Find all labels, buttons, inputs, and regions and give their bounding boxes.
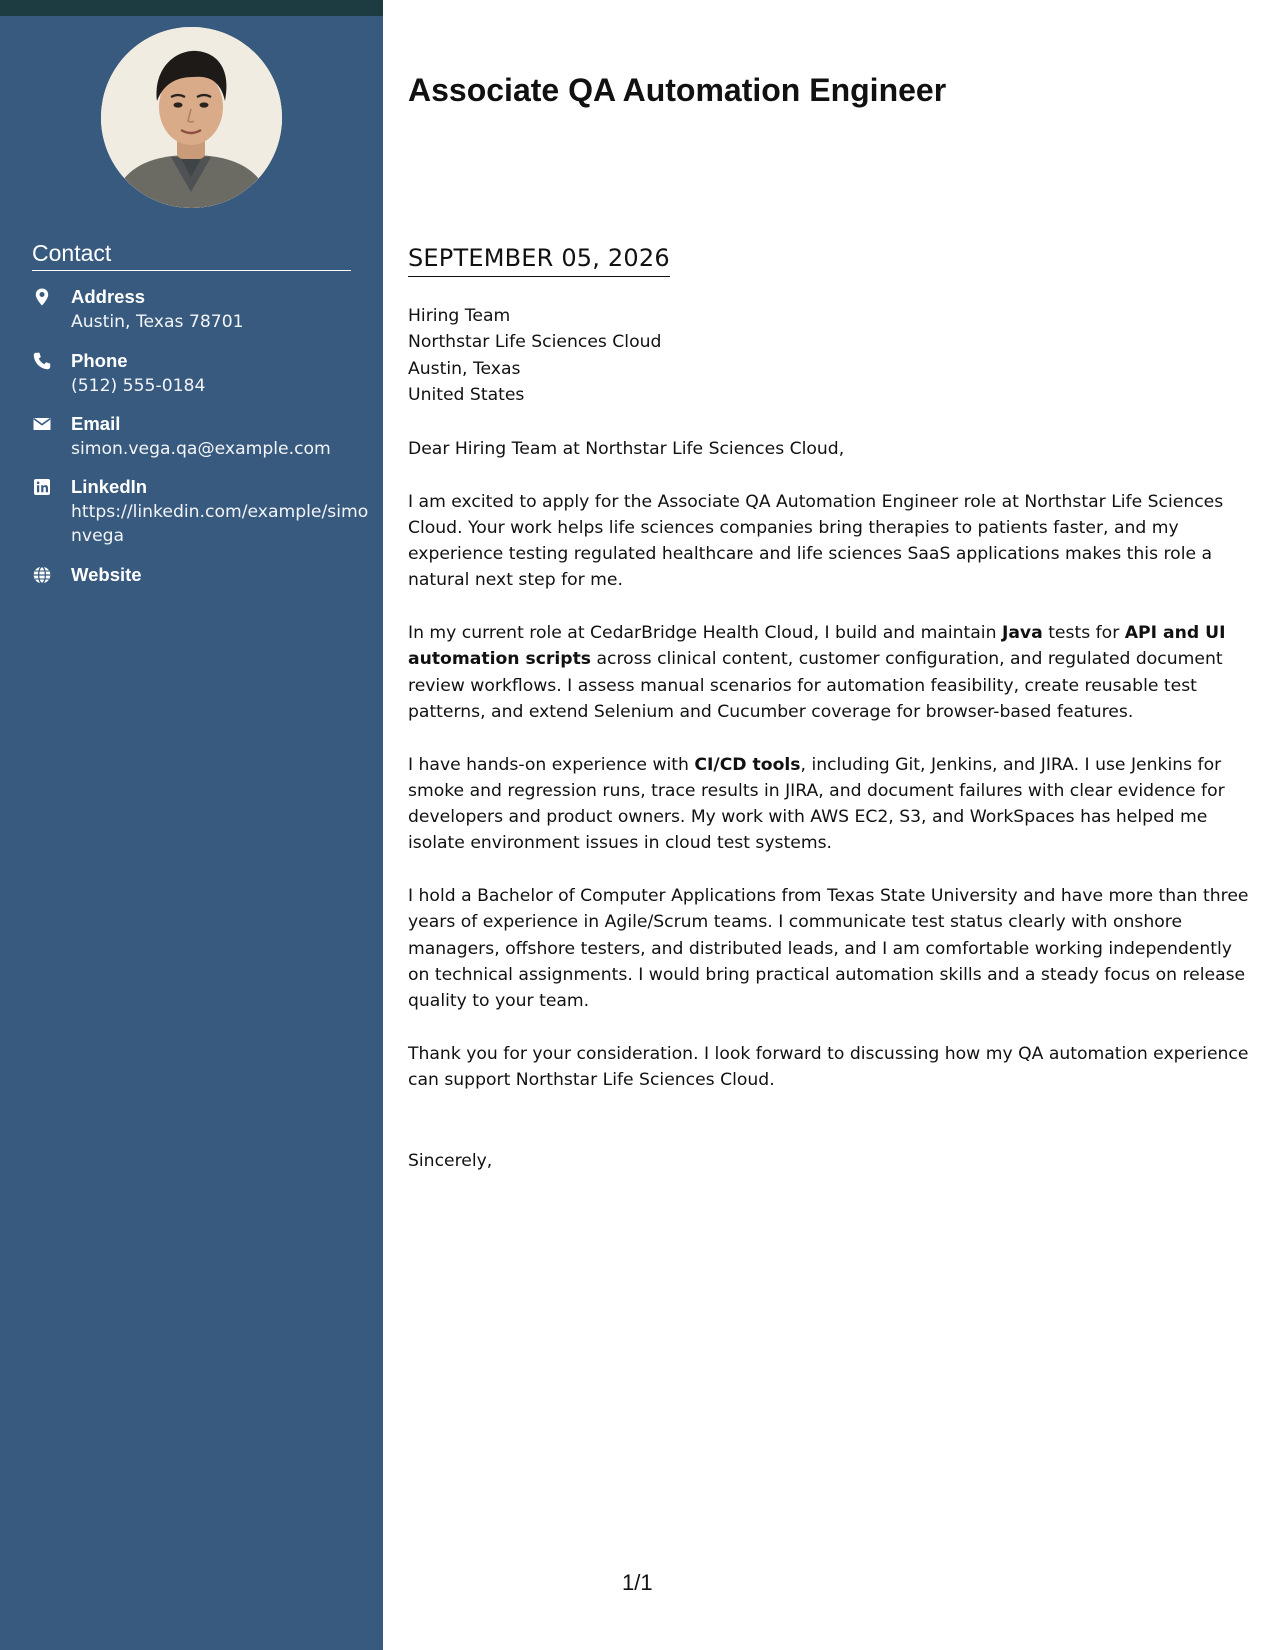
paragraph-text: , including Git, Jenkins, and JIRA. I use Jenkins for smoke and regression runs, trace results in JIRA, and document failures with clear evidence for developers and product owners. My work with AWS EC2, S3, and WorkSpaces has helped me isolate environment issues in cloud test systems. xyxy=(408,754,1225,854)
recipient-line: United States xyxy=(408,384,525,405)
paragraph xyxy=(408,620,1253,725)
paragraph xyxy=(408,883,1253,1014)
recipient-line: Austin, Texas xyxy=(408,358,521,379)
avatar xyxy=(101,27,282,208)
sidebar xyxy=(0,0,383,1650)
contact-linkedin-label: LinkedIn xyxy=(71,476,148,497)
contact-email-value[interactable]: simon.vega.qa@example.com xyxy=(71,439,331,459)
phone-icon xyxy=(32,351,52,371)
salutation: Dear Hiring Team at Northstar Life Sciences Cloud, xyxy=(408,439,845,459)
recipient-line: Hiring Team xyxy=(408,306,511,326)
paragraph xyxy=(408,1041,1253,1094)
paragraph-text: In my current role at CedarBridge Health Cloud, I build and maintain xyxy=(408,623,1002,644)
closing: Sincerely, xyxy=(408,1151,493,1171)
page-number: 1/1 xyxy=(622,1570,653,1595)
paragraph-text: across clinical content, customer configuration, and regulated document review workflows. I assess manual scenarios for automation feasibility, create reusable test patterns, and extend Selenium and Cucumber coverage for browser-based features. xyxy=(408,649,1223,722)
contact-address-label: Address xyxy=(71,286,146,307)
paragraph-text: I am excited to apply for the Associate QA Automation Engineer role at Northstar Life Sciences Cloud. Your work helps life sciences companies bring therapies to patients faster, and my experience testing regulated healthcare and life sciences SaaS applications makes this role a natural next step for me. xyxy=(408,491,1224,591)
contact-email-label: Email xyxy=(71,413,121,434)
emphasis-text: Java xyxy=(1001,623,1043,644)
sidebar-top-bar xyxy=(0,0,383,16)
contact-phone-value: (512) 555-0184 xyxy=(71,376,206,396)
contact-phone-label: Phone xyxy=(71,350,128,371)
contact-linkedin-value[interactable]: https://linkedin.com/example/simonvega xyxy=(71,502,369,546)
profile-photo xyxy=(101,27,282,208)
paragraph-text: Thank you for your consideration. I look forward to discussing how my QA automation experience can support Northstar Life Sciences Cloud. xyxy=(408,1043,1249,1091)
envelope-icon xyxy=(32,414,52,434)
paragraph xyxy=(408,489,1253,594)
contact-address-value: Austin, Texas 78701 xyxy=(71,312,244,332)
emphasis-text: CI/CD tools xyxy=(694,754,801,775)
recipient-line: Northstar Life Sciences Cloud xyxy=(408,332,662,353)
contact-heading: Contact xyxy=(32,240,351,271)
globe-icon xyxy=(32,565,52,585)
letter-date: SEPTEMBER 05, 2026 xyxy=(408,244,670,277)
letter-body xyxy=(408,436,1253,1120)
paragraph-text: I have hands-on experience with xyxy=(408,754,695,775)
map-pin-icon xyxy=(32,287,52,307)
job-title: Associate QA Automation Engineer xyxy=(408,72,947,108)
paragraph xyxy=(408,752,1253,857)
paragraph-text: tests for xyxy=(1042,623,1125,644)
paragraph-text: I hold a Bachelor of Computer Applications from Texas State University and have more than three years of experience in Agile/Scrum teams. I communicate test status clearly with onshore managers, offshore testers, and distributed leads, and I am comfortable working independently on technical assignments. I would bring practical automation skills and a steady focus on release quality to your team. xyxy=(408,886,1249,1012)
emphasis-text: API and UI automation scripts xyxy=(408,623,1226,670)
contact-website-label[interactable]: Website xyxy=(71,564,142,585)
recipient-block xyxy=(408,303,1253,408)
linkedin-icon xyxy=(32,477,52,497)
